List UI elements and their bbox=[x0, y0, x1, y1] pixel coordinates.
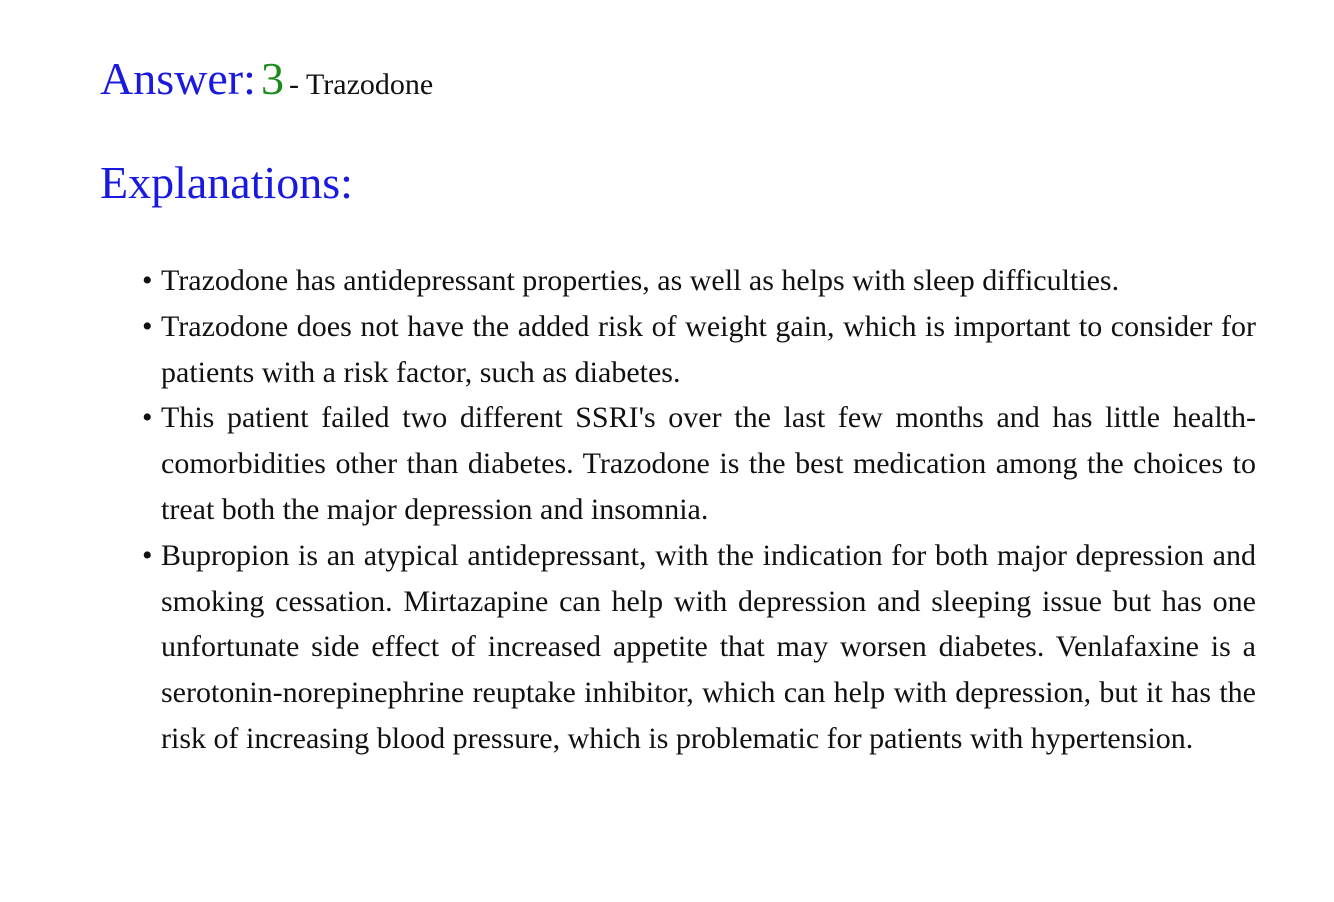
explanation-item bbox=[142, 258, 1256, 304]
bullet-icon: • bbox=[142, 264, 153, 297]
explanations-list bbox=[142, 258, 1256, 762]
answer-label: Answer: bbox=[100, 53, 256, 104]
bullet-icon: • bbox=[142, 401, 153, 435]
explanations-heading: Explanations: bbox=[100, 157, 353, 208]
answer-text: - Trazodone bbox=[289, 68, 434, 101]
explanation-item bbox=[142, 533, 1256, 762]
explanation-text: Trazodone has antidepressant properties, as well as helps with sleep difficulties. bbox=[161, 264, 1120, 297]
bullet-icon: • bbox=[142, 538, 153, 572]
explanation-item bbox=[142, 304, 1256, 396]
explanation-text: This patient failed two different SSRI's over the last few months and has little health-comorbidities other than diabetes. Trazodone is the best medication among the choices to treat both the major depression and insomnia. bbox=[161, 401, 1256, 526]
explanation-text: Bupropion is an atypical antidepressant, with the indication for both major depression and smoking cessation. Mirtazapine can help with depression and sleeping issue but has one unfortunate side effect of increased appetite that may worsen diabetes. Venlafaxine is a serotonin-norepinephrine reuptake inhibitor, which can help with depression, but it has the risk of increasing blood pressure, which is problematic for patients with hypertension. bbox=[161, 538, 1256, 755]
bullet-icon: • bbox=[142, 309, 153, 343]
explanation-text: Trazodone does not have the added risk of weight gain, which is important to consider for patients with a risk factor, such as diabetes. bbox=[161, 309, 1256, 389]
answer-number: 3 bbox=[260, 53, 284, 104]
explanation-item bbox=[142, 395, 1256, 532]
answer-line bbox=[100, 52, 433, 105]
